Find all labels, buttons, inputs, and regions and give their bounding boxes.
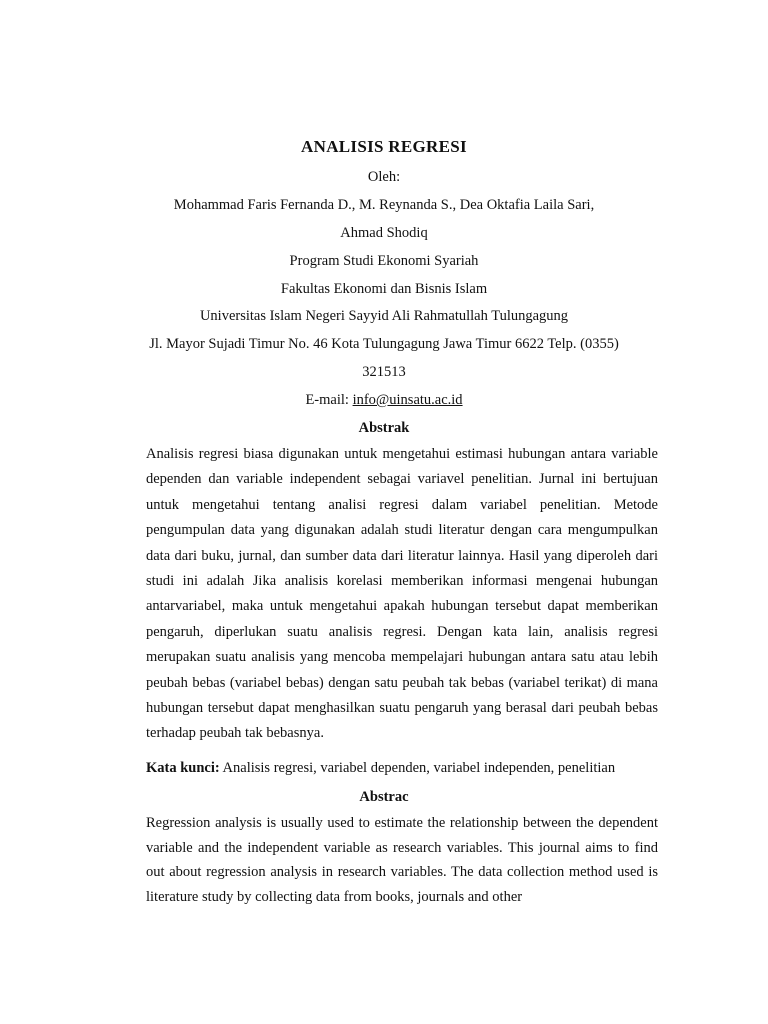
address-line-2: 321513 [362, 364, 406, 380]
document-title: ANALISIS REGRESI [301, 137, 467, 156]
authors-line-1: Mohammad Faris Fernanda D., M. Reynanda S., Dea Oktafia Laila Sari, [173, 197, 595, 213]
faculty-name: Fakultas Ekonomi dan Bisnis Islam [280, 281, 488, 297]
authors-line-2: Ahmad Shodiq [340, 225, 428, 241]
keywords-label: Kata kunci: [146, 760, 220, 776]
address-line-1: Jl. Mayor Sujadi Timur No. 46 Kota Tulungagung Jawa Timur 6622 Telp. (0355) [149, 336, 619, 352]
program-name: Program Studi Ekonomi Syariah [289, 253, 479, 269]
university-name: Universitas Islam Negeri Sayyid Ali Rahmatullah Tulungagung [199, 308, 569, 324]
abstract-en-heading: Abstrac [359, 789, 409, 805]
keywords-line [146, 759, 686, 777]
email-label: E-mail: [305, 392, 353, 408]
abstract-text: Analisis regresi biasa digunakan untuk mengetahui estimasi hubungan antara variable dependen dan variable independent sebagai variavel penelitian. Jurnal ini bertujuan untuk mengetahui tentang analisi regresi dalam variabel penelitian. Metode pengumpulan data yang digunakan adalah studi literatur dengan cara mengumpulkan data dari buku, jurnal, dan sumber data dari literatur lainnya. Hasil yang diperoleh dari studi ini adalah Jika analisis korelasi memberikan informasi mengenai hubungan antarvariabel, maka untuk mengetahui apakah hubungan tersebut dapat memberikan pengaruh, diperlukan suatu analisis regresi. Dengan kata lain, analisis regresi merupakan suatu analisis yang mencoba mempelajari hubungan antara satu atau lebih peubah bebas (variabel bebas) dengan satu peubah tak bebas (variabel terikat) di mana hubungan tersebut dapat menghasilkan suatu pengaruh yang berasal dari peubah bebas terhadap peubah tak bebasnya. [146, 446, 658, 742]
by-label: Oleh: [367, 169, 401, 185]
abstract-en-text: Regression analysis is usually used to estimate the relationship between the dependent variable and the independent variable as research variables. This journal aims to find out about regression analysis in research variables. The data collection method used is literature study by collecting data from books, journals and other [146, 815, 658, 905]
email-link[interactable]: info@uinsatu.ac.id [352, 392, 463, 408]
abstract-heading: Abstrak [358, 420, 410, 436]
email-line [0, 391, 768, 409]
keywords-value: Analisis regresi, variabel dependen, variabel independen, penelitian [219, 760, 616, 776]
